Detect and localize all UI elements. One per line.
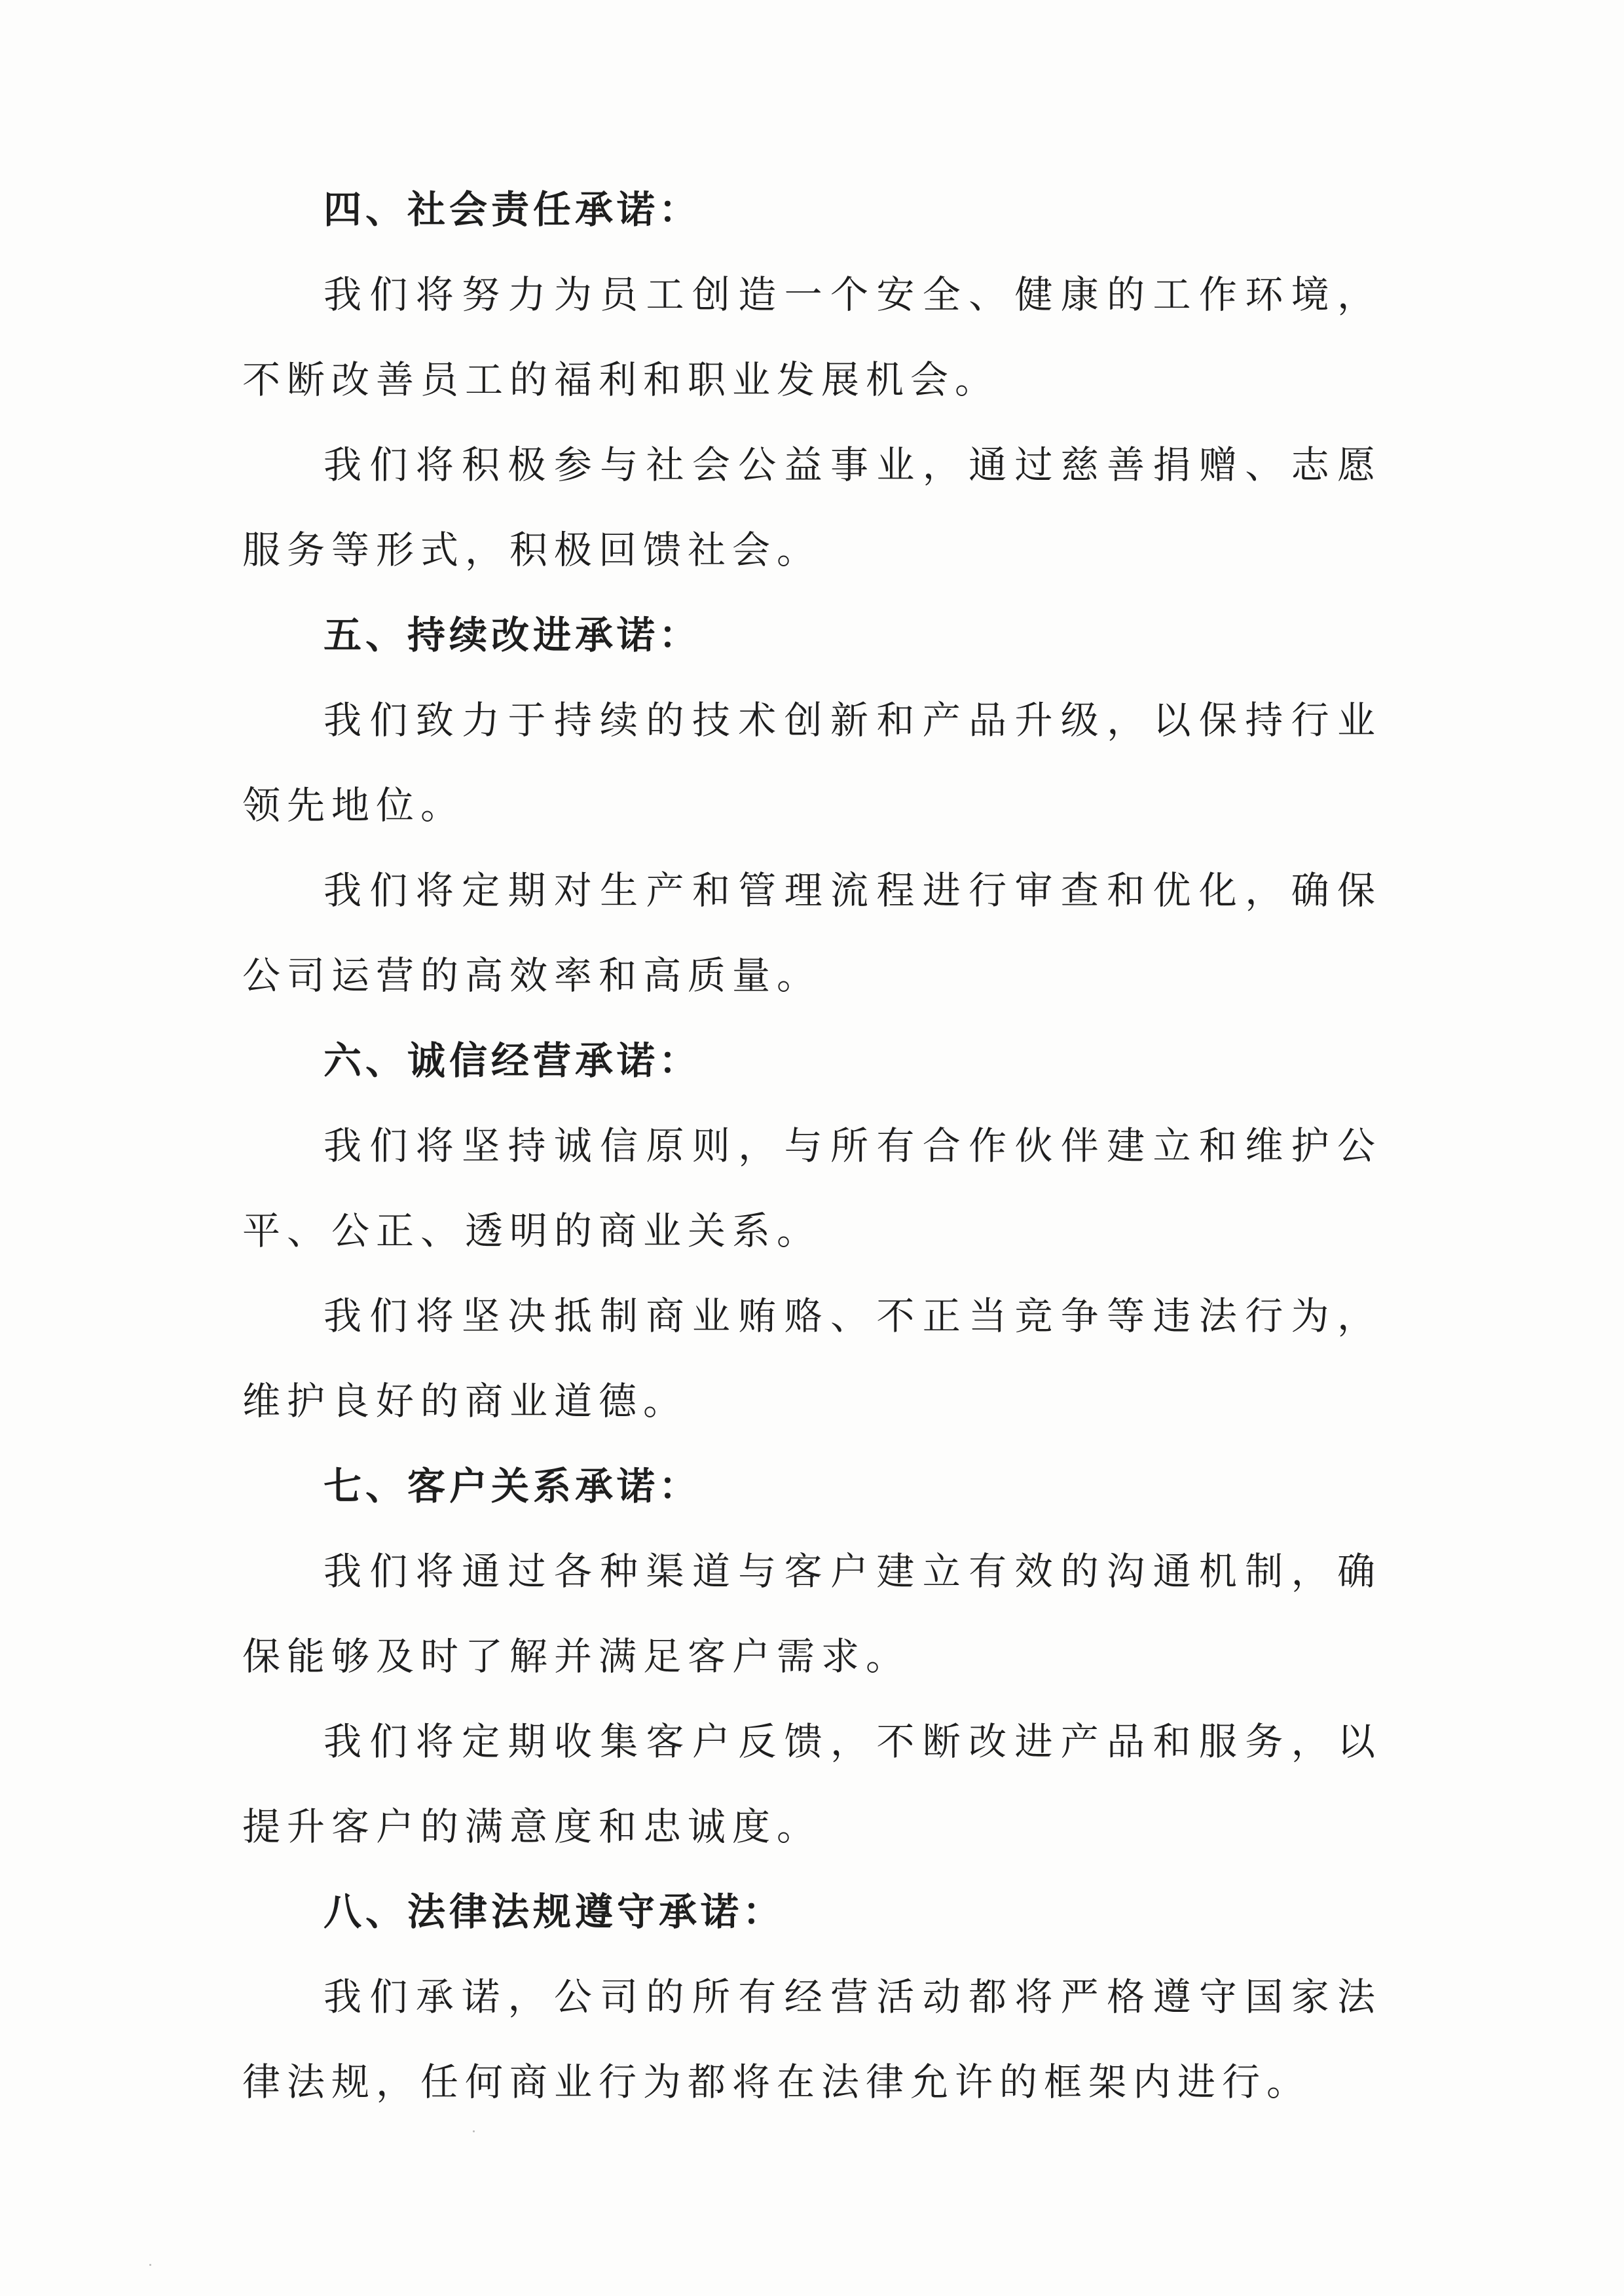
section-heading: 五、持续改进承诺： — [323, 613, 701, 657]
paragraph: 我们将定期对生产和管理流程进行审查和优化，确保公司运营的高效率和高质量。 — [242, 868, 1382, 998]
paragraph: 我们将坚决抵制商业贿赂、不正当竞争等违法行为，维护良好的商业道德。 — [242, 1294, 1382, 1423]
paragraph: 我们承诺，公司的所有经营活动都将严格遵守国家法律法规，任何商业行为都将在法律允许的框架内进行。 — [242, 1975, 1382, 2104]
section-social-responsibility — [242, 167, 1382, 592]
scan-speck — [473, 2130, 475, 2132]
paragraph: 我们将通过各种渠道与客户建立有效的沟通机制，确保能够及时了解并满足客户需求。 — [242, 1549, 1382, 1679]
paragraph: 我们将坚持诚信原则，与所有合作伙伴建立和维护公平、公正、透明的商业关系。 — [242, 1123, 1382, 1253]
document-body — [242, 167, 1382, 2124]
section-continuous-improvement — [242, 592, 1382, 1018]
section-heading: 四、社会责任承诺： — [323, 187, 701, 232]
section-customer-relations — [242, 1444, 1382, 1869]
section-heading: 六、诚信经营承诺： — [323, 1038, 701, 1083]
section-legal-compliance — [242, 1869, 1382, 2124]
section-integrity — [242, 1018, 1382, 1444]
scan-speck — [149, 2264, 151, 2266]
section-heading: 七、客户关系承诺： — [323, 1464, 701, 1508]
section-heading: 八、法律法规遵守承诺： — [323, 1889, 785, 1934]
paragraph: 我们将积极参与社会公益事业，通过慈善捐赠、志愿服务等形式，积极回馈社会。 — [242, 443, 1382, 572]
paragraph: 我们致力于持续的技术创新和产品升级，以保持行业领先地位。 — [242, 698, 1382, 828]
paragraph: 我们将定期收集客户反馈，不断改进产品和服务，以提升客户的满意度和忠诚度。 — [242, 1719, 1382, 1849]
paragraph: 我们将努力为员工创造一个安全、健康的工作环境，不断改善员工的福利和职业发展机会。 — [242, 272, 1382, 402]
